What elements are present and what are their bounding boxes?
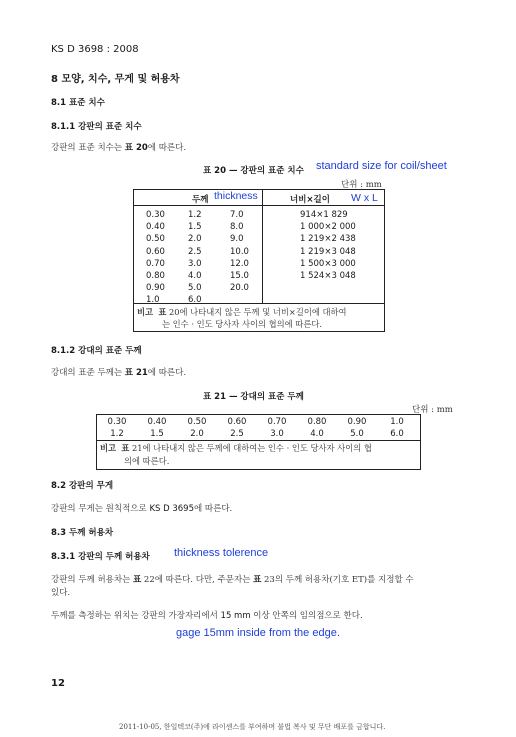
table-cell: 2.0 [190,429,204,439]
table-cell: 0.50 [146,234,165,245]
table-cell: 3.0 [188,258,202,269]
table-cell: 1 219×3 048 [300,246,356,257]
thickness-tolerance-annotation: thickness tolerence [174,547,269,559]
section-8-2-heading: 8.2 강판의 무게 [51,481,114,491]
thickness-column-3 [230,209,260,294]
table-cell: 1 500×3 000 [300,258,356,269]
table-cell: 8.0 [230,222,244,233]
table-20-annotation: standard size for coil/sheet [316,160,447,172]
table-20-caption: 표 20 — 강판의 표준 치수 [203,166,304,176]
table-cell: 2.5 [188,246,202,257]
table-cell: 12.0 [230,258,249,269]
table-20-reference: 표 20 [124,143,148,153]
thickness-column-1 [146,209,174,307]
table-20 [133,189,385,332]
table-cell: 0.80 [146,271,165,282]
table-20-header-divider [134,205,384,206]
table-cell: 20.0 [230,283,249,294]
table-cell: 6.0 [188,295,202,306]
page-number: 12 [51,678,65,689]
section-8-3-heading: 8.3 두께 허용차 [51,528,114,538]
table-cell: 0.90 [146,283,165,294]
table-21 [96,414,421,470]
section-8-1-2-heading: 8.1.2 강대의 표준 두께 [51,346,142,356]
table-20-column-divider [262,190,263,303]
table-cell: 1.5 [150,429,164,439]
section-8-3-1-paragraph-1: 강판의 두께 허용차는 표 22에 따른다. 다만, 주문자는 표 23의 두께 허용차(기호 ET)를 지정할 수 [51,575,414,585]
gage-position-annotation: gage 15mm inside from the edge. [176,627,340,639]
ks-reference: KS D 3695 [149,504,194,514]
table-21-reference: 표 21 [124,368,148,378]
table-cell: 0.30 [146,210,165,220]
section-8-heading: 8 모양, 치수, 무게 및 허용차 [51,74,180,85]
table-cell: 1.0 [390,417,404,427]
table-cell: 1 524×3 048 [300,271,356,282]
note-table-ref: 표 [121,443,130,453]
table-cell: 4.0 [188,271,202,282]
table-cell: 9.0 [230,234,244,245]
table-cell: 1.2 [188,210,202,220]
license-footer: 2011-10-05, 한일텍코(주)에 라이센스를 부여하며 불법 복사 및 무단 배포를 금합니다. [119,723,386,731]
size-column [300,209,380,282]
table-cell: 0.40 [147,417,167,427]
table-21-caption: 표 21 — 강대의 표준 두께 [203,392,304,402]
table-cell: 1 219×2 438 [300,234,356,245]
note-label: 비고 [100,443,117,453]
table-cell: 0.80 [307,417,327,427]
table-cell: 4.0 [310,429,324,439]
section-8-3-1-paragraph-2: 두께를 측정하는 위치는 강판의 가장자리에서 15 mm 이상 안쪽의 임의점으로 한다. [51,611,363,621]
table-cell: 0.60 [146,246,165,257]
thickness-column-2 [188,209,216,307]
section-8-1-2-text: 강대의 표준 두께는 표 21에 따른다. [51,368,187,378]
table-20-note-line2: 는 인수 · 인도 당사자 사이의 협의에 따른다. [162,319,322,329]
table-cell: 0.90 [347,417,367,427]
table-21-unit: 단위 : mm [412,405,453,415]
section-8-3-1-paragraph-1-line-2: 있다. [51,588,71,598]
table-cell: 0.70 [146,258,165,269]
table-21-note-line2: 의에 따른다. [124,456,170,466]
table-cell: 1.0 [146,295,160,306]
table-cell: 2.0 [188,234,202,245]
section-8-1-heading: 8.1 표준 치수 [51,98,105,108]
section-8-2-text: 강판의 무게는 원칙적으로 KS D 3695에 따른다. [51,504,233,514]
table-cell: 15.0 [230,271,249,282]
column-header-thickness: 두께 [192,195,209,205]
table-cell: 7.0 [230,210,244,220]
section-8-1-1-text: 강판의 표준 치수는 표 20에 따른다. [51,143,187,153]
size-annotation: W x L [351,192,378,204]
section-8-3-1-heading: 8.3.1 강판의 두께 허용차 [51,552,150,562]
table-20-note-line1: 비고 표 20에 나타내지 않은 두께 및 너비×길이에 대하여 [137,307,347,317]
column-header-size: 너비×길이 [290,195,330,205]
table-21-note-divider [97,440,420,441]
table-cell: 0.30 [107,417,127,427]
table-cell: 0.50 [187,417,207,427]
table-cell: 914×1 829 [300,210,348,220]
table-cell: 1.2 [110,429,124,439]
table-cell: 2.5 [230,429,244,439]
table-20-unit: 단위 : mm [341,180,382,190]
table-cell: 0.60 [227,417,247,427]
note-table-ref: 표 [158,307,167,317]
table-cell: 6.0 [390,429,404,439]
table-cell: 3.0 [270,429,284,439]
table-cell: 10.0 [230,246,249,257]
note-label: 비고 [137,307,154,317]
table-cell: 1.5 [188,222,202,233]
table-21-row-2 [97,429,420,439]
table-cell: 0.70 [267,417,287,427]
table-cell: 1 000×2 000 [300,222,356,233]
thickness-annotation: thickness [214,190,258,202]
table-21-row-1 [97,417,420,427]
section-8-1-1-heading: 8.1.1 강판의 표준 치수 [51,122,142,132]
table-21-note-line1: 비고 표 21에 나타내지 않은 두께에 대하여는 인수 · 인도 당사자 사이의 협 [100,443,372,453]
document-id: KS D 3698 : 2008 [51,44,139,55]
table-cell: 0.40 [146,222,165,233]
table-cell: 5.0 [350,429,364,439]
table-cell: 5.0 [188,283,202,294]
